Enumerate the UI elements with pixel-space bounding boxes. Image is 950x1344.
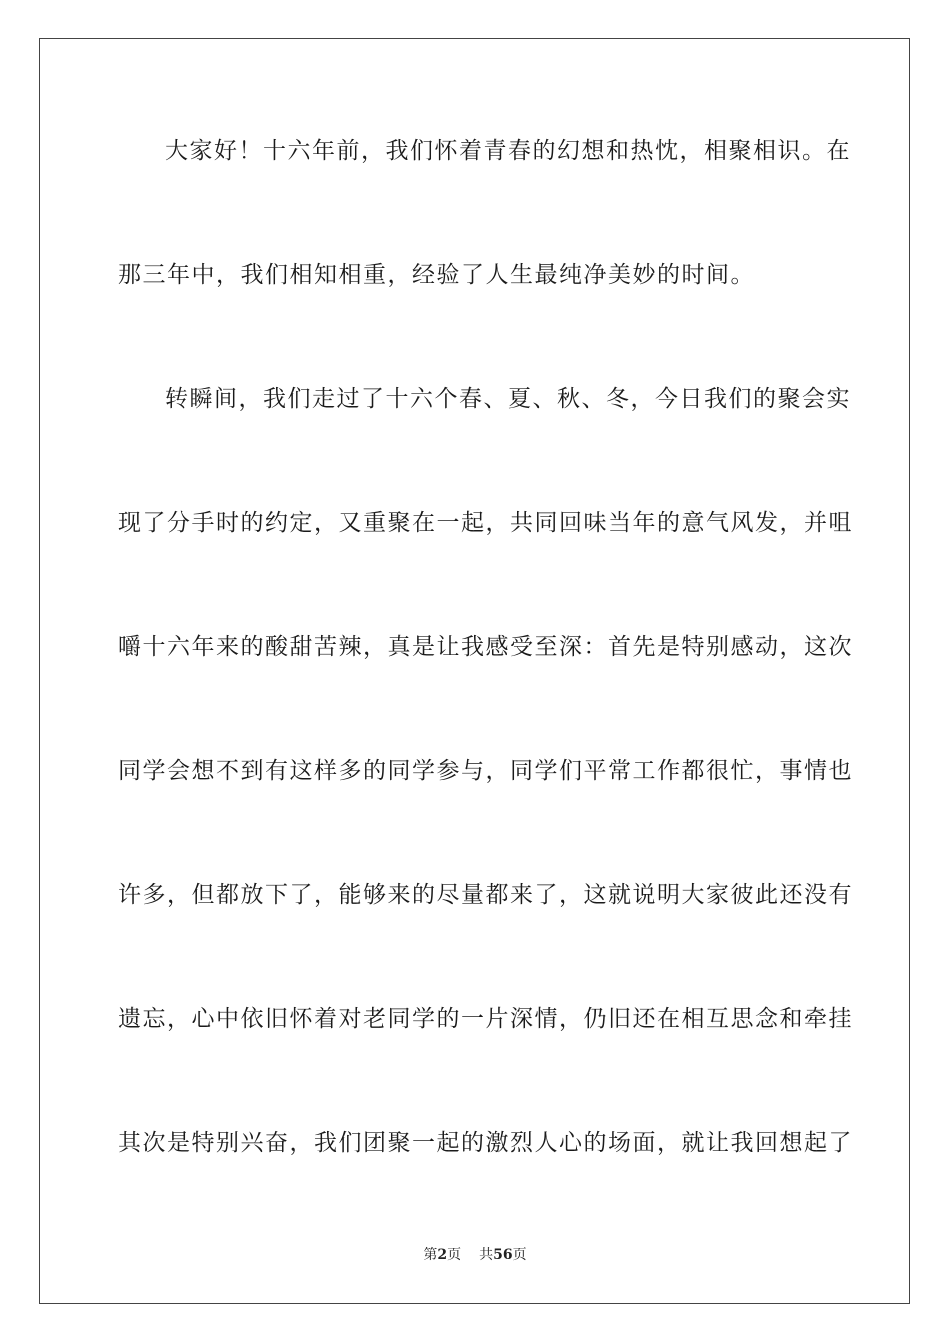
- text-line: 同学会想不到有这样多的同学参与，同学们平常工作都很忙，事情也: [118, 758, 853, 784]
- total-prefix: 共: [479, 1247, 494, 1263]
- text-line: 那三年中，我们相知相重，经验了人生最纯净美妙的时间。: [118, 262, 755, 288]
- page-suffix: 页: [447, 1247, 462, 1263]
- text-line: 其次是特别兴奋，我们团聚一起的激烈人心的场面，就让我回想起了: [118, 1130, 853, 1156]
- page-number: 2: [437, 1247, 448, 1263]
- page-border: [39, 38, 910, 1304]
- text-line: 大家好！十六年前，我们怀着青春的幻想和热忱，相聚相识。在: [165, 138, 851, 164]
- text-line: 转瞬间，我们走过了十六个春、夏、秋、冬，今日我们的聚会实: [165, 386, 851, 412]
- text-line: 遗忘，心中依旧怀着对老同学的一片深情，仍旧还在相互思念和牵挂: [118, 1006, 853, 1032]
- text-line: 嚼十六年来的酸甜苦辣，真是让我感受至深：首先是特别感动，这次: [118, 634, 853, 660]
- text-line: 许多，但都放下了，能够来的尽量都来了，这就说明大家彼此还没有: [118, 882, 853, 908]
- text-line: 现了分手时的约定，又重聚在一起，共同回味当年的意气风发，并咀: [118, 510, 853, 536]
- page-prefix: 第: [423, 1247, 438, 1263]
- total-pages: 56: [493, 1247, 513, 1263]
- total-suffix: 页: [512, 1247, 527, 1263]
- page-footer: [0, 1246, 950, 1264]
